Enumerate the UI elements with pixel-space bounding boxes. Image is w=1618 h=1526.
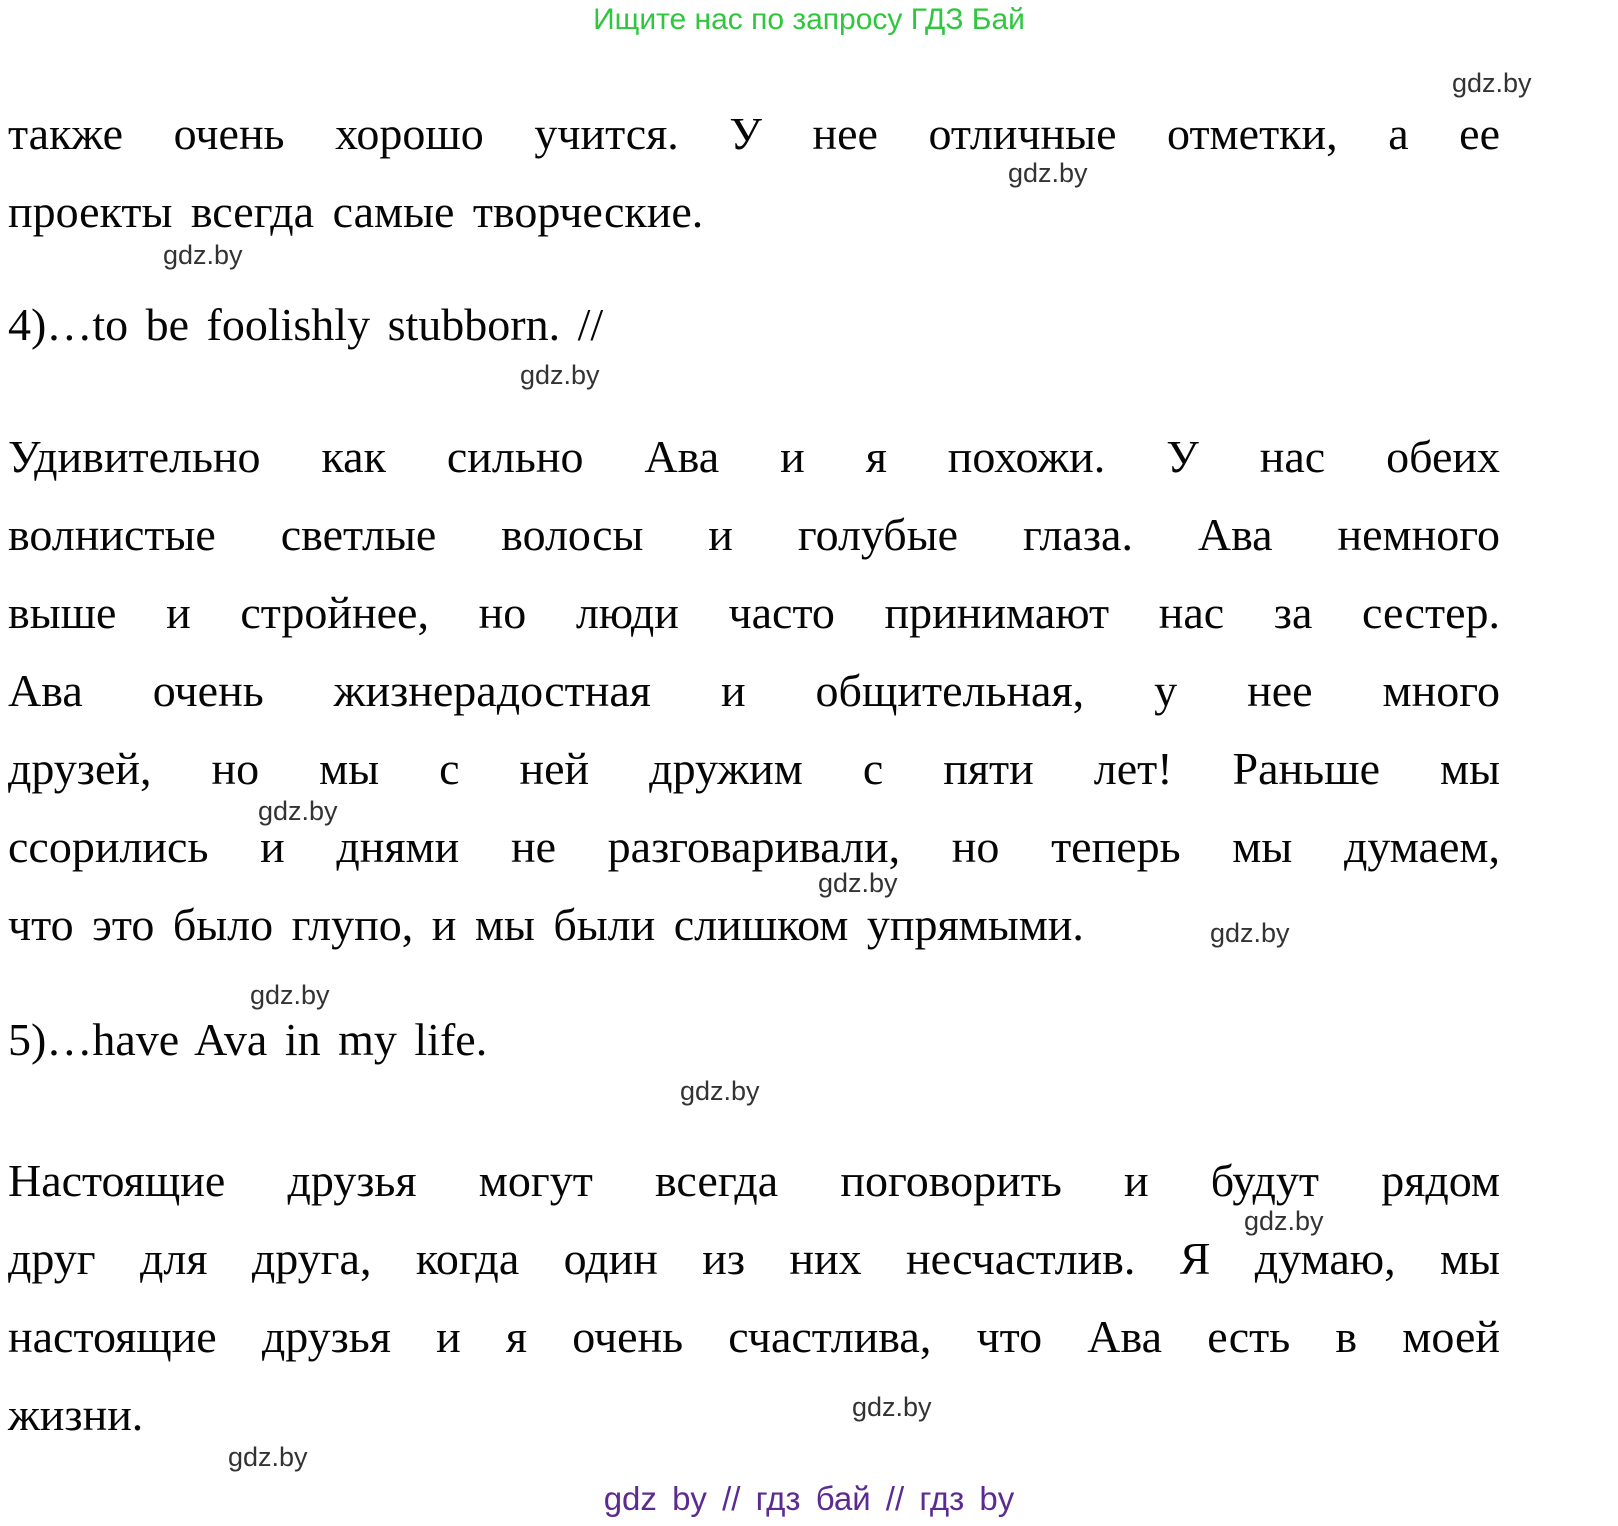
text-line: друзей, но мы с ней дружим с пяти лет! Раньше мы — [8, 743, 1500, 794]
text-line: выше и стройнее, но люди часто принимают нас за сестер. — [8, 587, 1500, 638]
paragraph-3 — [8, 1142, 1500, 1454]
text-line: друг для друга, когда один из них несчастлив. Я думаю, мы — [8, 1233, 1500, 1284]
text-line: что это было глупо, и мы были слишком упрямыми. — [8, 899, 1084, 950]
gdz-watermark: gdz.by — [818, 868, 898, 898]
text-line: проекты всегда самые творческие. — [8, 186, 704, 237]
gdz-watermark: gdz.by — [163, 240, 243, 270]
answer-item-4 — [8, 286, 1500, 364]
gdz-watermark: gdz.by — [1452, 68, 1532, 98]
text-line: Удивительно как сильно Ава и я похожи. У нас обеих — [8, 431, 1500, 482]
text-line: Настоящие друзья могут всегда поговорить и будут рядом — [8, 1155, 1500, 1206]
gdz-watermark: gdz.by — [1210, 918, 1290, 948]
gdz-watermark: gdz.by — [250, 980, 330, 1010]
gdz-watermark: gdz.by — [680, 1076, 760, 1106]
gdz-watermark: gdz.by — [258, 796, 338, 826]
text-line: 4)…to be foolishly stubborn. // — [8, 299, 604, 350]
promo-banner: Ищите нас по запросу ГДЗ Бай — [593, 3, 1025, 36]
text-line: жизни. — [8, 1389, 144, 1440]
text-line: также очень хорошо учится. У нее отличные отметки, а ее — [8, 108, 1500, 159]
paragraph-1 — [8, 95, 1500, 251]
gdz-watermark: gdz.by — [228, 1442, 308, 1472]
gdz-watermark: gdz.by — [1244, 1206, 1324, 1236]
text-line: Ава очень жизнерадостная и общительная, у нее много — [8, 665, 1500, 716]
paragraph-2 — [8, 418, 1500, 964]
gdz-watermark: gdz.by — [520, 360, 600, 390]
gdz-watermark: gdz.by — [1008, 158, 1088, 188]
text-line: 5)…have Ava in my life. — [8, 1014, 488, 1065]
gdz-watermark: gdz.by — [852, 1392, 932, 1422]
text-line: настоящие друзья и я очень счастлива, что Ава есть в моей — [8, 1311, 1500, 1362]
footer-watermark-line: gdz by // гдз бай // гдз by — [603, 1480, 1015, 1517]
text-line: ссорились и днями не разговаривали, но теперь мы думаем, — [8, 821, 1500, 872]
text-line: волнистые светлые волосы и голубые глаза. Ава немного — [8, 509, 1500, 560]
answer-item-5 — [8, 1001, 1500, 1079]
